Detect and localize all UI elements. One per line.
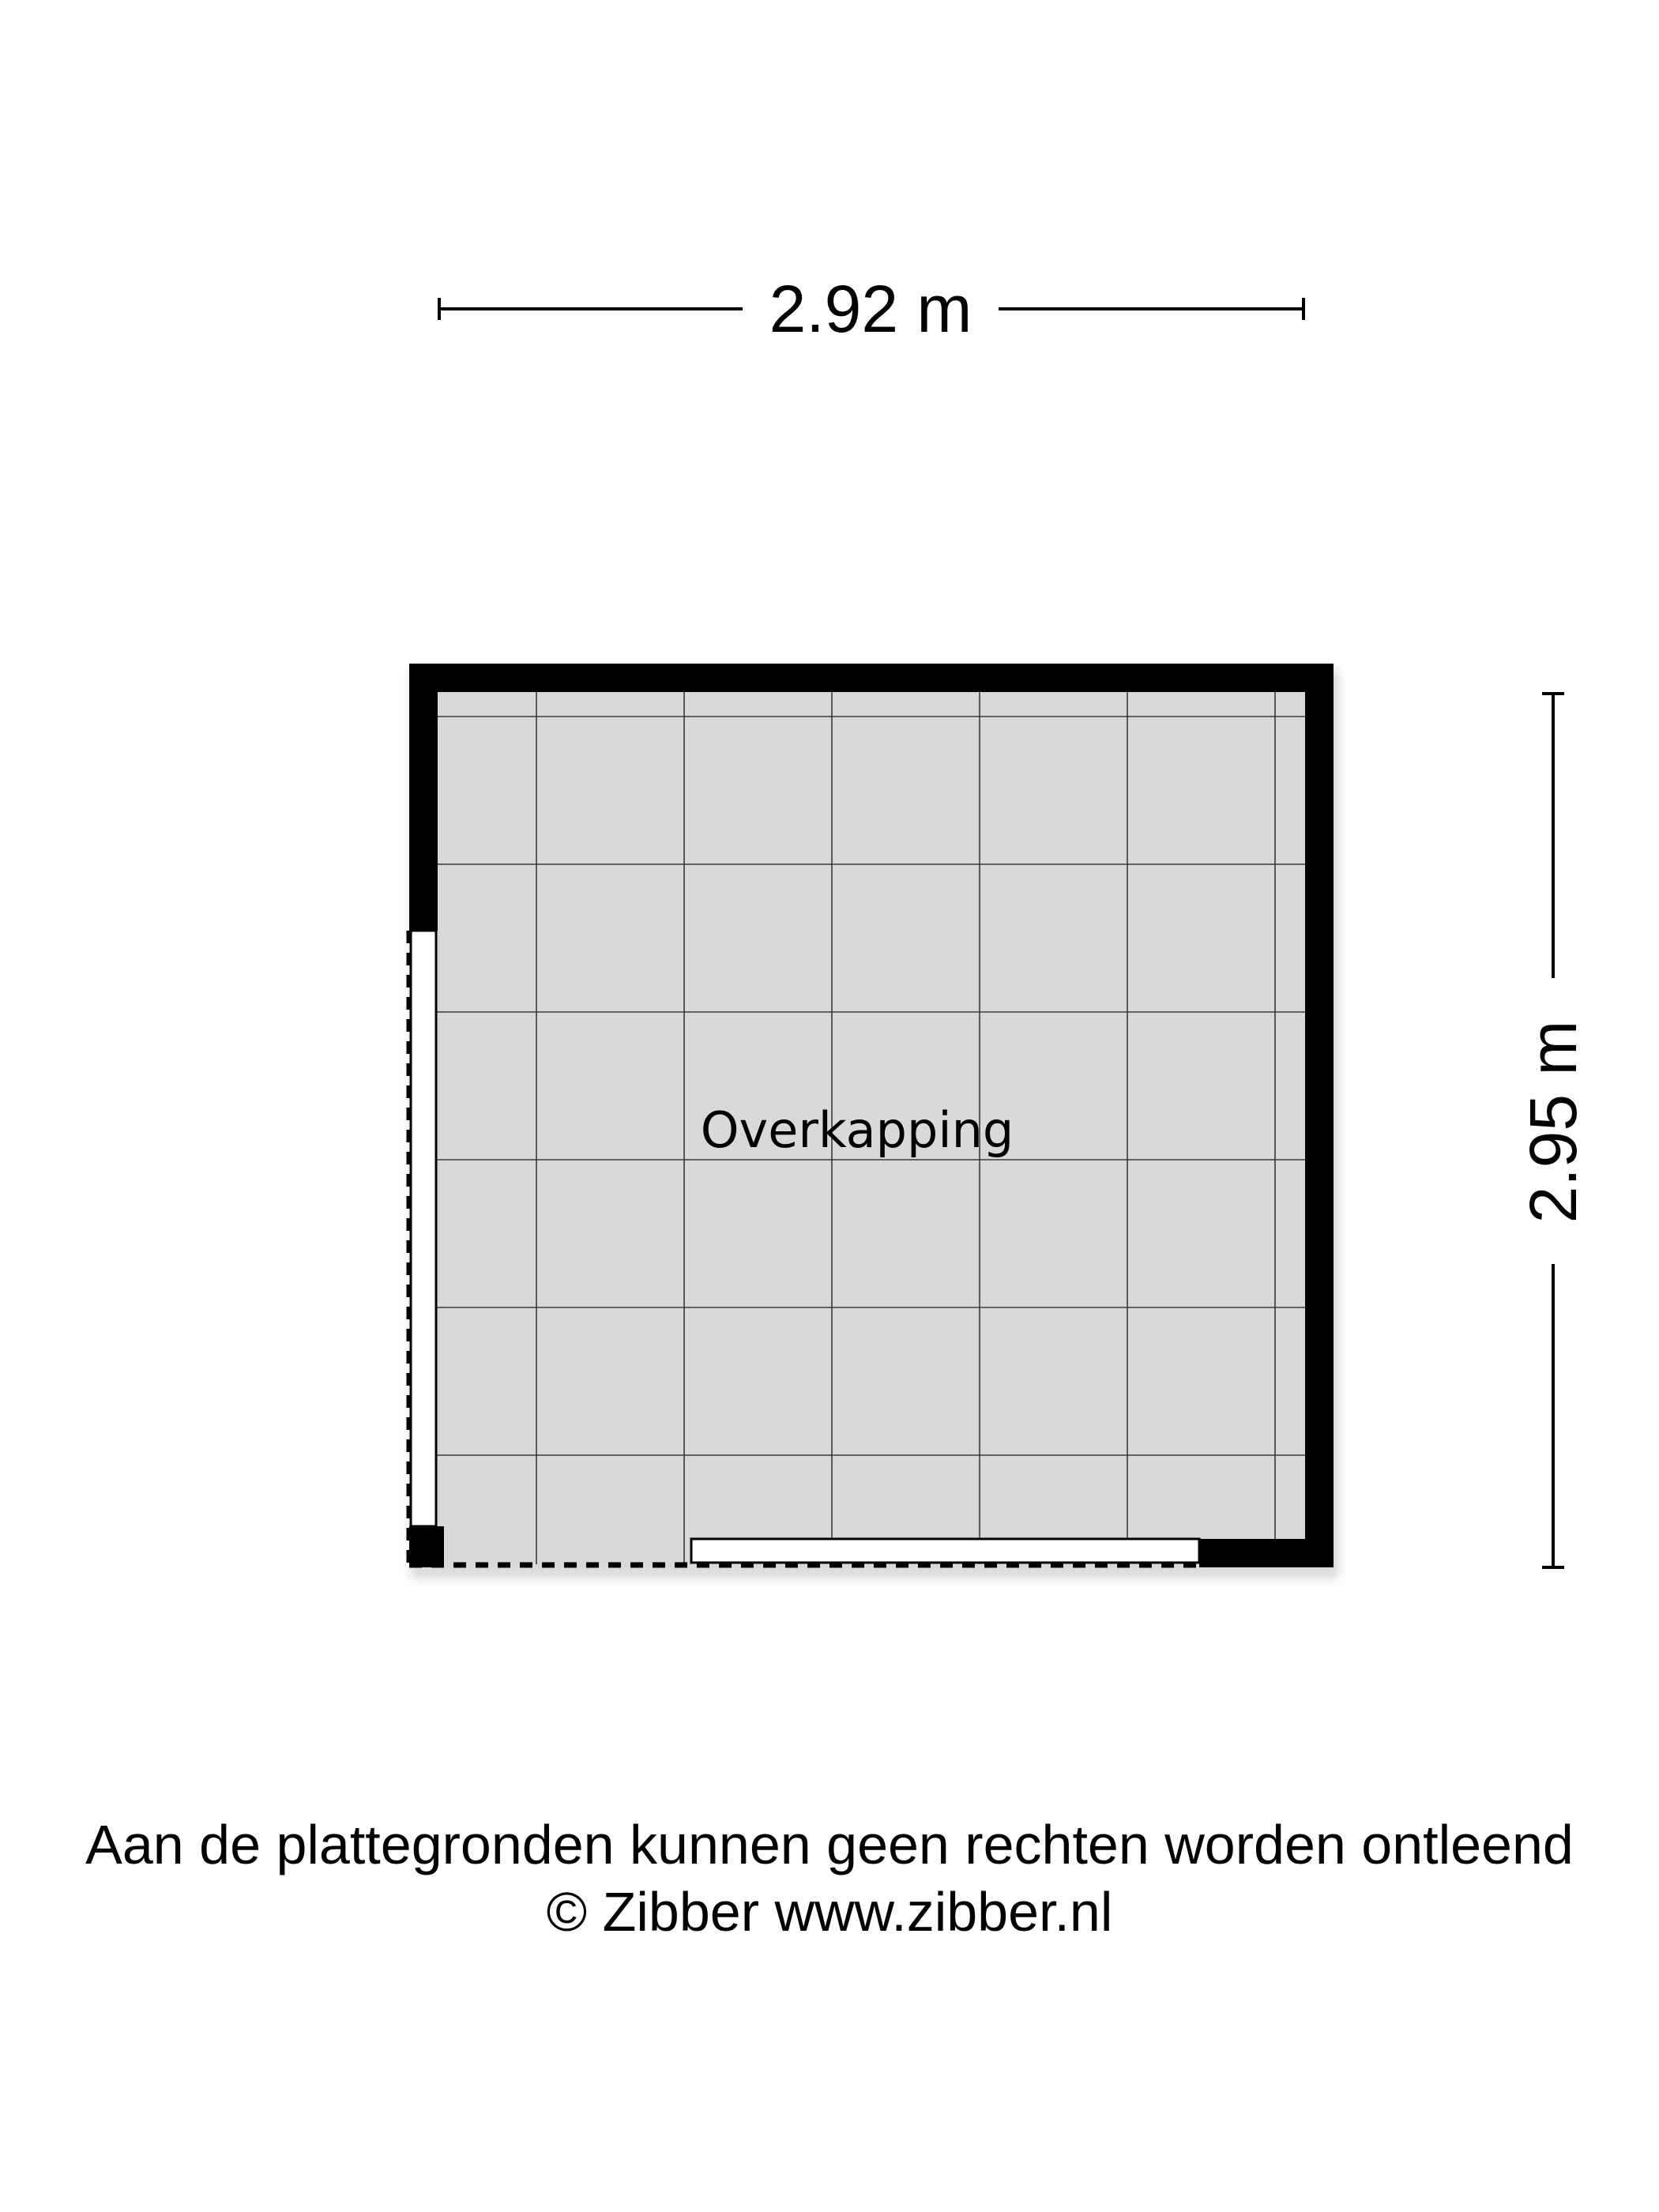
height-dimension-label: 2.95 m [1516, 1020, 1590, 1224]
width-dimension-label: 2.92 m [769, 272, 972, 346]
width-dimension [439, 272, 1304, 346]
copyright-text: © Zibber www.zibber.nl [546, 1881, 1113, 1943]
corner-post [409, 1526, 444, 1567]
wall-left-upper [409, 664, 438, 931]
wall-bottom-right [1199, 1539, 1334, 1567]
room-label: Overkapping [700, 1101, 1014, 1159]
opening-left [409, 931, 436, 1567]
wall-right [1305, 664, 1334, 1567]
disclaimer-text: Aan de plattegronden kunnen geen rechten worden ontleend [85, 1814, 1574, 1875]
height-dimension [1516, 694, 1590, 1567]
room-overkapping [409, 664, 1339, 1578]
wall-top [409, 664, 1334, 692]
